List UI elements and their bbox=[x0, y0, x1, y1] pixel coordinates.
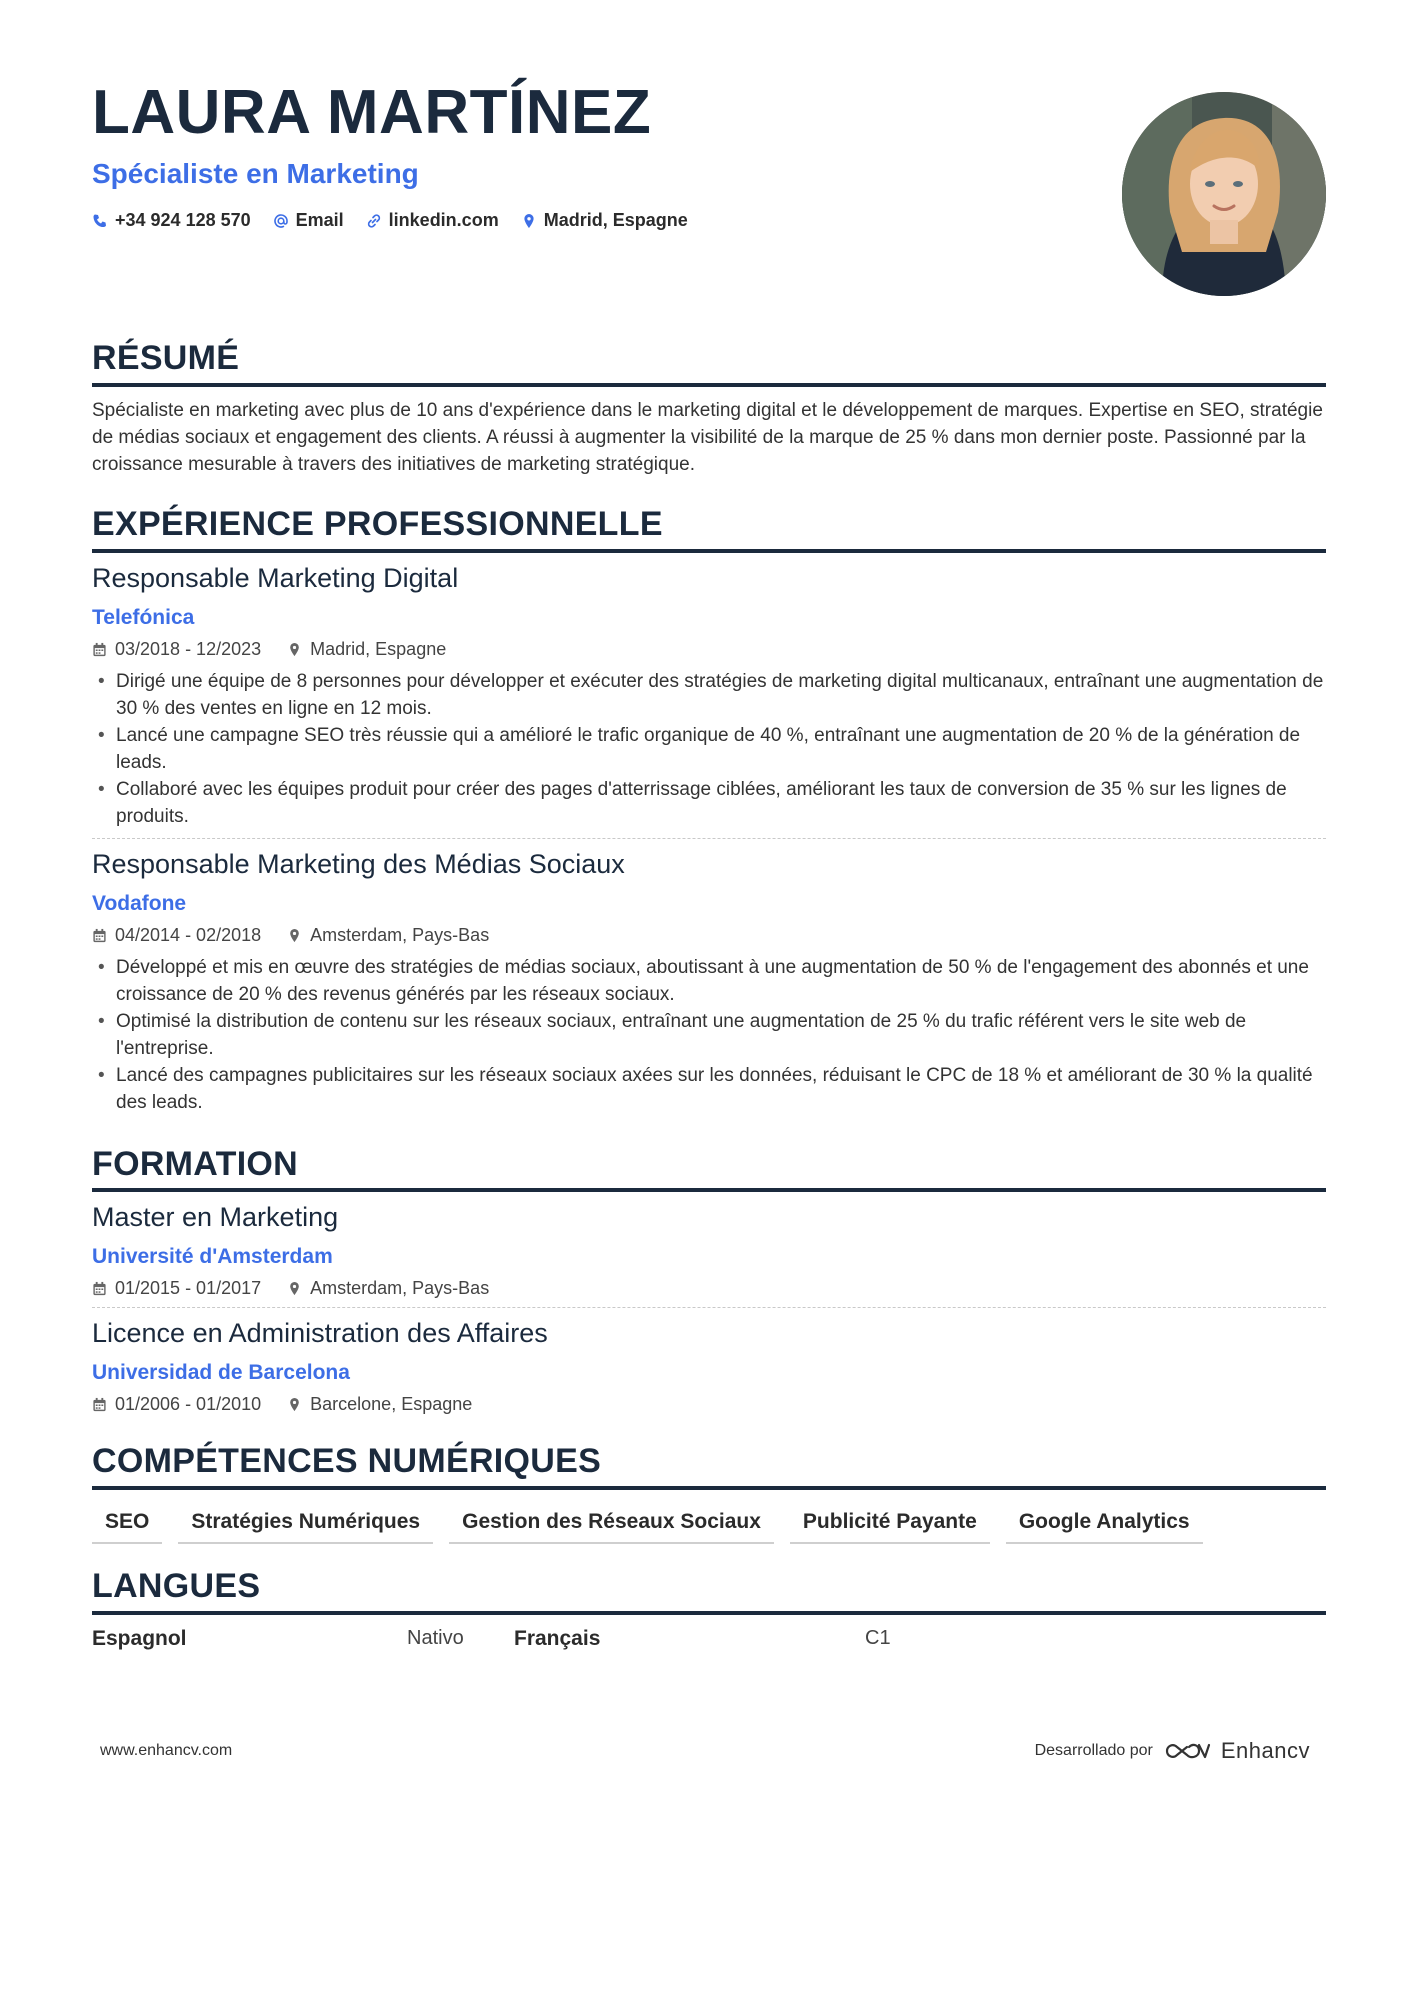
calendar-icon bbox=[92, 928, 107, 943]
contact-email-text: Email bbox=[295, 210, 344, 230]
education-meta bbox=[92, 1278, 1326, 1299]
summary-section bbox=[92, 338, 1326, 478]
job-meta bbox=[92, 639, 1326, 660]
achievement-item: • Développé et mis en œuvre des stratégies de médias sociaux, aboutissant à une augmentation de 50 % de l'engagement des abonnés et une croissance de 20 % des revenus générés par les réseaux sociaux. bbox=[92, 954, 1326, 1008]
achievement-item: • Optimisé la distribution de contenu sur les réseaux sociaux, entraînant une augmentation de 25 % du trafic référent vers le site web de l'entreprise. bbox=[92, 1008, 1326, 1062]
languages-list bbox=[92, 1627, 1326, 1667]
language-name: Français bbox=[514, 1626, 601, 1650]
summary-heading: RÉSUMÉ bbox=[92, 338, 1326, 387]
experience-entry bbox=[92, 838, 1326, 1124]
avatar-portrait bbox=[1122, 92, 1326, 296]
powered-by-label: Desarrollado por bbox=[1034, 1742, 1153, 1759]
location-pin-icon bbox=[287, 928, 302, 943]
brand-name: Enhancv bbox=[1220, 1738, 1310, 1763]
location-pin-icon bbox=[287, 1281, 302, 1296]
experience-entry bbox=[92, 553, 1326, 838]
job-dates: 04/2014 - 02/2018 bbox=[115, 924, 262, 945]
footer-website[interactable]: www.enhancv.com bbox=[100, 1742, 233, 1759]
job-role: Responsable Marketing Digital bbox=[92, 562, 459, 593]
skill-tag: SEO bbox=[92, 1504, 162, 1544]
languages-heading: LANGUES bbox=[92, 1566, 1326, 1615]
language-level: C1 bbox=[865, 1626, 891, 1649]
skills-section bbox=[92, 1441, 1326, 1544]
job-location: Amsterdam, Pays-Bas bbox=[310, 924, 490, 945]
contact-location-text: Madrid, Espagne bbox=[543, 210, 688, 230]
contact-email[interactable] bbox=[273, 210, 344, 231]
candidate-name: LAURA MARTÍNEZ bbox=[92, 78, 652, 147]
skills-list bbox=[92, 1504, 1326, 1544]
header bbox=[92, 78, 1326, 314]
education-meta bbox=[92, 1394, 1326, 1415]
skill-tag: Google Analytics bbox=[1006, 1504, 1203, 1544]
job-achievements bbox=[92, 668, 1326, 830]
location-pin-icon bbox=[287, 1397, 302, 1412]
languages-section bbox=[92, 1566, 1326, 1667]
experience-section bbox=[92, 504, 1326, 1124]
achievement-item: • Lancé des campagnes publicitaires sur les réseaux sociaux axées sur les données, réduisant le CPC de 18 % et améliorant de 30 % la qualité des leads. bbox=[92, 1062, 1326, 1116]
degree-title: Master en Marketing bbox=[92, 1202, 339, 1233]
phone-icon bbox=[92, 213, 108, 229]
language-name: Espagnol bbox=[92, 1626, 187, 1650]
job-achievements bbox=[92, 954, 1326, 1116]
school-name: Universidad de Barcelona bbox=[92, 1361, 350, 1385]
calendar-icon bbox=[92, 642, 107, 657]
calendar-icon bbox=[92, 1281, 107, 1296]
job-role: Responsable Marketing des Médias Sociaux bbox=[92, 848, 625, 879]
education-section bbox=[92, 1144, 1326, 1424]
job-location: Madrid, Espagne bbox=[310, 638, 447, 659]
at-icon bbox=[273, 213, 289, 229]
calendar-icon bbox=[92, 1397, 107, 1412]
job-title: Spécialiste en Marketing bbox=[92, 158, 419, 189]
footer bbox=[100, 1738, 1310, 1764]
school-name: Université d'Amsterdam bbox=[92, 1245, 333, 1269]
achievement-item: • Collaboré avec les équipes produit pour créer des pages d'atterrissage ciblées, améliorant les taux de conversion de 35 % sur les lignes de produits. bbox=[92, 776, 1326, 830]
resume-content bbox=[92, 72, 1326, 1667]
language-level: Nativo bbox=[407, 1626, 464, 1649]
location-pin-icon bbox=[287, 642, 302, 657]
contact-phone[interactable] bbox=[92, 210, 251, 231]
skill-tag: Gestion des Réseaux Sociaux bbox=[449, 1504, 774, 1544]
job-meta bbox=[92, 925, 1326, 946]
contact-location bbox=[521, 210, 688, 231]
contact-linkedin[interactable] bbox=[366, 210, 499, 231]
footer-brand bbox=[1035, 1738, 1310, 1764]
achievement-item: • Lancé une campagne SEO très réussie qui a amélioré le trafic organique de 40 %, entraînant une augmentation de 20 % de la génération de leads. bbox=[92, 722, 1326, 776]
contact-phone-text: +34 924 128 570 bbox=[115, 210, 251, 230]
achievement-item: • Dirigé une équipe de 8 personnes pour développer et exécuter des stratégies de marketing digital multicanaux, entraînant une augmentation de 30 % des ventes en ligne en 12 mois. bbox=[92, 668, 1326, 722]
education-entry bbox=[92, 1307, 1326, 1423]
education-entry bbox=[92, 1192, 1326, 1307]
company-name: Telefónica bbox=[92, 605, 195, 629]
skill-tag: Publicité Payante bbox=[790, 1504, 990, 1544]
job-dates: 03/2018 - 12/2023 bbox=[115, 638, 262, 659]
enhancv-logo-icon bbox=[1163, 1739, 1211, 1763]
education-dates: 01/2006 - 01/2010 bbox=[115, 1394, 262, 1415]
education-location: Barcelone, Espagne bbox=[310, 1394, 473, 1415]
education-location: Amsterdam, Pays-Bas bbox=[310, 1278, 490, 1299]
profile-photo bbox=[1122, 92, 1326, 296]
skills-heading: COMPÉTENCES NUMÉRIQUES bbox=[92, 1441, 1326, 1490]
location-icon bbox=[521, 213, 537, 229]
contact-linkedin-text: linkedin.com bbox=[388, 210, 499, 230]
education-heading: FORMATION bbox=[92, 1144, 1326, 1193]
summary-text: Spécialiste en marketing avec plus de 10 ans d'expérience dans le marketing digital et le développement de marques. Expertise en SEO, stratégie de médias sociaux et engagement des clients. A réussi à augmenter la visibilité de la marque de 25 % dans mon dernier poste. Passionné par la croissance mesurable à travers des initiatives de marketing stratégique. bbox=[92, 399, 1323, 475]
degree-title: Licence en Administration des Affaires bbox=[92, 1318, 548, 1349]
skill-tag: Stratégies Numériques bbox=[178, 1504, 433, 1544]
experience-heading: EXPÉRIENCE PROFESSIONNELLE bbox=[92, 504, 1326, 553]
company-name: Vodafone bbox=[92, 891, 187, 915]
education-dates: 01/2015 - 01/2017 bbox=[115, 1278, 262, 1299]
link-icon bbox=[366, 213, 382, 229]
